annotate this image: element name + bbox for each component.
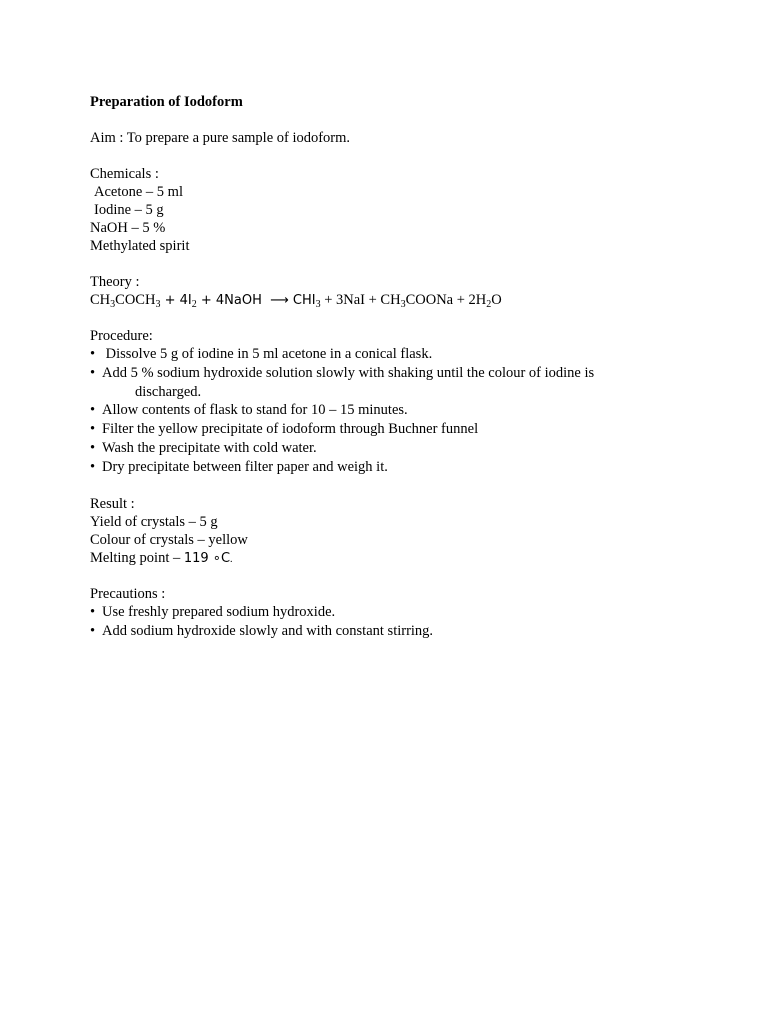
procedure-step-text: Allow contents of flask to stand for 10 – 15 minutes. xyxy=(102,402,408,418)
precaution-text: Add sodium hydroxide slowly and with constant stirring. xyxy=(102,623,434,639)
chemical-item: Methylated spirit xyxy=(90,238,190,254)
eq-part: CHI xyxy=(292,293,316,308)
procedure-step xyxy=(90,364,690,383)
procedure-step-text: Dissolve 5 g of iodine in 5 ml acetone in a conical flask. xyxy=(102,346,433,362)
eq-sub: 2 xyxy=(486,299,492,310)
result-line xyxy=(90,549,690,567)
precaution-item xyxy=(90,603,690,622)
chemical-equation xyxy=(90,291,690,309)
procedure-step xyxy=(90,401,690,420)
bullet-icon: • xyxy=(90,421,96,437)
procedure-step xyxy=(90,458,690,477)
eq-part: COONa + 2H xyxy=(405,292,487,308)
chemical-item: Acetone – 5 ml xyxy=(94,184,183,200)
procedure-step xyxy=(90,420,690,439)
melting-point-label: Melting point – xyxy=(90,550,184,566)
bullet-icon: • xyxy=(90,346,96,362)
procedure-step-text: Add 5 % sodium hydroxide solution slowly with shaking until the colour of iodine is xyxy=(102,365,595,381)
result-line: Yield of crystals – 5 g xyxy=(90,514,218,530)
bullet-icon: • xyxy=(90,459,96,475)
aim-text: Aim : To prepare a pure sample of iodoform. xyxy=(90,130,351,146)
precaution-text: Use freshly prepared sodium hydroxide. xyxy=(102,604,336,620)
chemical-item: NaOH – 5 % xyxy=(90,220,166,236)
procedure-heading: Procedure: xyxy=(90,328,153,344)
procedure-step xyxy=(90,345,690,364)
chemicals-heading: Chemicals : xyxy=(90,166,159,182)
precautions-heading: Precautions : xyxy=(90,586,166,602)
procedure-step-text: Wash the precipitate with cold water. xyxy=(102,440,317,456)
eq-part: CH xyxy=(90,292,111,308)
eq-sub: 3 xyxy=(400,299,406,310)
procedure-step xyxy=(90,439,690,458)
eq-part: + 3NaI + CH xyxy=(320,292,401,308)
eq-sub: 3 xyxy=(110,299,116,310)
eq-part: + 4I xyxy=(160,293,192,308)
precaution-item xyxy=(90,622,690,641)
bullet-icon: • xyxy=(90,604,96,620)
eq-part: COCH xyxy=(115,292,156,308)
bullet-icon: • xyxy=(90,365,96,381)
eq-sub: 3 xyxy=(155,299,161,310)
reaction-arrow: ⟶ xyxy=(261,293,293,308)
chemical-item: Iodine – 5 g xyxy=(94,202,164,218)
bullet-icon: • xyxy=(90,623,96,639)
procedure-step-text: Dry precipitate between filter paper and weigh it. xyxy=(102,459,388,475)
bullet-icon: • xyxy=(90,402,96,418)
eq-part: + 4NaOH xyxy=(196,293,262,308)
procedure-step-text: Filter the yellow precipitate of iodoform through Buchner funnel xyxy=(102,421,479,437)
eq-sub: 2 xyxy=(191,299,197,310)
bullet-icon: • xyxy=(90,440,96,456)
result-heading: Result : xyxy=(90,496,135,512)
document-title: Preparation of Iodoform xyxy=(90,94,243,110)
document-page xyxy=(90,93,690,641)
eq-sub: 3 xyxy=(315,299,321,310)
procedure-step-continuation: discharged. xyxy=(135,384,202,400)
theory-heading: Theory : xyxy=(90,274,140,290)
result-line: Colour of crystals – yellow xyxy=(90,532,248,548)
eq-part: O xyxy=(491,292,502,308)
melting-point-value: 119 ∘C xyxy=(183,551,231,566)
melting-point-tail: . xyxy=(230,554,233,565)
